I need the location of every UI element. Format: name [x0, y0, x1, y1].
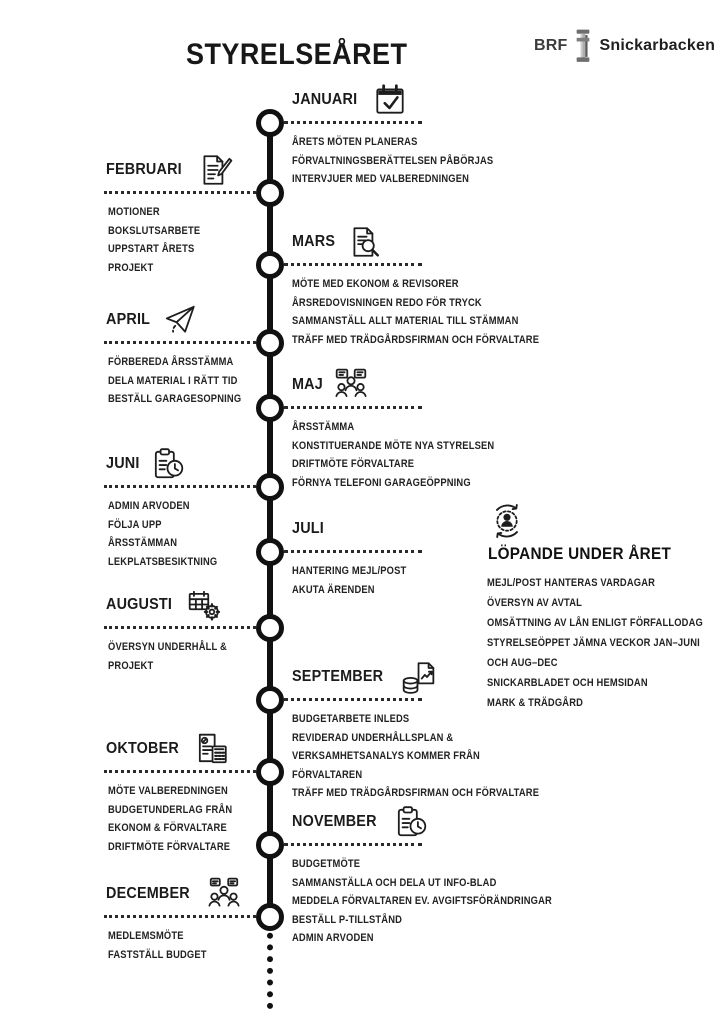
activity-item: FÖLJA UPP	[108, 518, 162, 531]
month-row-juni	[106, 445, 186, 483]
month-row-februari	[106, 151, 233, 189]
clamp-icon	[573, 28, 593, 64]
activity-item: FÖRVALTAREN	[292, 768, 363, 781]
month-label-maj: MAJ	[292, 376, 323, 393]
paper-plane-icon	[162, 302, 198, 338]
month-row-december	[106, 875, 242, 913]
leader-line-januari	[284, 121, 422, 124]
activity-item: TRÄFF MED TRÄDGÅRDSFIRMAN OCH FÖRVALTARE	[292, 787, 540, 799]
ongoing-section	[487, 501, 724, 713]
document-pen-icon	[197, 152, 233, 188]
ongoing-item: STYRELSEÖPPET JÄMNA VECKOR JAN–JUNI	[487, 637, 700, 649]
activity-item: VERKSAMHETSANALYS KOMMER FRÅN	[292, 750, 480, 762]
activity-item: EKONOM & FÖRVALTARE	[108, 822, 227, 834]
timeline-node-juli	[256, 538, 284, 566]
activity-item: TRÄFF MED TRÄDGÅRDSFIRMAN OCH FÖRVALTARE	[292, 333, 540, 346]
activity-item: INTERVJUER MED VALBEREDNINGEN	[292, 173, 470, 185]
ongoing-item: ÖVERSYN AV AVTAL	[487, 597, 583, 609]
month-label-april: APRIL	[106, 311, 151, 328]
timeline-node-december	[256, 903, 284, 931]
activity-item: MOTIONER	[108, 206, 160, 218]
activity-item: SAMMANSTÄLLA OCH DELA UT INFO-BLAD	[292, 876, 497, 889]
activity-item: UPPSTART ÅRETS	[108, 243, 195, 255]
activity-item: DRIFTMÖTE FÖRVALTARE	[292, 458, 415, 470]
activity-item: ÅRSREDOVISNINGEN REDO FÖR TRYCK	[292, 296, 482, 309]
activity-item: ÅRSSTÄMMAN	[108, 537, 178, 549]
timeline-node-augusti	[256, 614, 284, 642]
activities-januari	[292, 133, 529, 189]
month-row-mars	[292, 223, 383, 261]
leader-line-juni	[104, 485, 256, 488]
activity-item: BESTÄLL P-TILLSTÅND	[292, 913, 403, 926]
people-group-icon	[206, 876, 242, 912]
activity-item: ÖVERSYN UNDERHÅLL &	[108, 641, 227, 653]
month-label-september: SEPTEMBER	[292, 668, 384, 685]
leader-line-augusti	[104, 626, 256, 629]
activity-item: AKUTA ÄRENDEN	[292, 583, 375, 596]
leader-line-mars	[284, 263, 422, 266]
document-magnifier-icon	[347, 224, 383, 260]
page-title: STYRELSEÅRET	[186, 38, 408, 71]
month-label-november: NOVEMBER	[292, 813, 377, 830]
activity-item: MEDDELA FÖRVALTAREN EV. AVGIFTSFÖRÄNDRINGAR	[292, 895, 552, 907]
timeline-node-april	[256, 329, 284, 357]
activity-item: LEKPLATSBESIKTNING	[108, 555, 218, 568]
activities-maj	[292, 418, 530, 492]
month-label-oktober: OKTOBER	[106, 740, 180, 757]
leader-line-november	[284, 843, 422, 846]
month-row-augusti	[106, 586, 222, 624]
leader-line-april	[104, 341, 256, 344]
month-label-januari: JANUARI	[292, 91, 358, 108]
month-label-juni: JUNI	[106, 455, 140, 472]
activities-juni	[108, 497, 237, 571]
activity-item: HANTERING MEJL/POST	[292, 565, 407, 577]
ongoing-item: OMSÄTTNING AV LÅN ENLIGT FÖRFALLODAG	[487, 617, 703, 629]
timeline-node-mars	[256, 251, 284, 279]
leader-line-oktober	[104, 770, 256, 773]
activities-december	[108, 927, 224, 964]
activities-augusti	[108, 638, 248, 675]
activity-item: ÅRSSTÄMMA	[292, 421, 355, 433]
timeline-node-maj	[256, 394, 284, 422]
activity-item: PROJEKT	[108, 659, 154, 672]
activities-oktober	[108, 782, 254, 856]
invoice-calculator-icon	[194, 731, 230, 767]
timeline-tail-dotted	[267, 921, 273, 1009]
activities-juli	[292, 562, 427, 599]
people-chat-icon	[333, 367, 369, 403]
activity-item: ADMIN ARVODEN	[292, 932, 374, 944]
month-row-januari	[292, 81, 408, 119]
activity-item: MEDLEMSMÖTE	[108, 930, 184, 942]
leader-line-februari	[104, 191, 256, 194]
month-label-februari: FEBRUARI	[106, 161, 182, 178]
timeline-node-juni	[256, 473, 284, 501]
ongoing-item: MARK & TRÄDGÅRD	[487, 697, 584, 709]
timeline-node-januari	[256, 109, 284, 137]
timeline-node-oktober	[256, 758, 284, 786]
person-cycle-icon	[487, 501, 527, 541]
finance-report-icon	[400, 659, 436, 695]
leader-line-maj	[284, 406, 422, 409]
month-label-mars: MARS	[292, 233, 336, 250]
activity-item: MÖTE MED EKONOM & REVISORER	[292, 278, 459, 290]
activities-februari	[108, 203, 217, 277]
ongoing-item: SNICKARBLADET OCH HEMSIDAN	[487, 677, 648, 689]
month-label-juli: JULI	[292, 520, 324, 537]
ongoing-title: LÖPANDE UNDER ÅRET	[488, 544, 672, 563]
month-row-september	[292, 658, 436, 696]
logo-prefix: BRF	[534, 37, 568, 54]
activities-september	[292, 710, 583, 803]
activity-item: BUDGETUNDERLAG FRÅN	[108, 803, 233, 816]
activity-item: BOKSLUTSARBETE	[108, 224, 201, 237]
activity-item: DRIFTMÖTE FÖRVALTARE	[108, 840, 231, 853]
clipboard-clock-icon	[150, 446, 186, 482]
month-row-november	[292, 803, 429, 841]
activity-item: FÖRVALTNINGSBERÄTTELSEN PÅBÖRJAS	[292, 154, 494, 167]
activities-april	[108, 353, 265, 409]
activity-item: KONSTITUERANDE MÖTE NYA STYRELSEN	[292, 439, 495, 452]
activity-item: FÖRBEREDA ÅRSSTÄMMA	[108, 356, 234, 368]
activities-november	[292, 855, 598, 948]
leader-line-december	[104, 915, 256, 918]
leader-line-september	[284, 698, 422, 701]
clipboard-clock-icon	[393, 804, 429, 840]
month-row-juli	[292, 510, 327, 548]
activity-item: BUDGETARBETE INLEDS	[292, 713, 410, 725]
activity-item: DELA MATERIAL I RÄTT TID	[108, 374, 238, 387]
activity-item: PROJEKT	[108, 261, 154, 274]
activity-item: ADMIN ARVODEN	[108, 500, 190, 512]
month-row-maj	[292, 366, 369, 404]
activity-item: BUDGETMÖTE	[292, 858, 361, 870]
month-row-oktober	[106, 730, 230, 768]
timeline-node-september	[256, 686, 284, 714]
activity-item: MÖTE VALBEREDNINGEN	[108, 785, 228, 797]
timeline-spine	[267, 123, 273, 917]
leader-line-juli	[284, 550, 422, 553]
activity-item: SAMMANSTÄLL ALLT MATERIAL TILL STÄMMAN	[292, 315, 519, 327]
activity-item: REVIDERAD UNDERHÅLLSPLAN &	[292, 731, 454, 744]
activity-item: FÖRNYA TELEFONI GARAGEÖPPNING	[292, 476, 471, 489]
activity-item: FASTSTÄLL BUDGET	[108, 948, 207, 961]
month-label-augusti: AUGUSTI	[106, 596, 173, 613]
month-row-april	[106, 301, 198, 339]
activities-mars	[292, 275, 583, 349]
activity-item: ÅRETS MÖTEN PLANERAS	[292, 136, 418, 148]
timeline-node-november	[256, 831, 284, 859]
logo-name: Snickarbacken	[599, 37, 716, 54]
brf-snickarbacken-logo	[534, 28, 715, 64]
ongoing-item: OCH AUG–DEC	[487, 657, 558, 669]
calendar-gear-icon	[186, 587, 222, 623]
activity-item: BESTÄLL GARAGESOPNING	[108, 393, 242, 405]
calendar-check-icon	[372, 82, 408, 118]
timeline-node-februari	[256, 179, 284, 207]
ongoing-item: MEJL/POST HANTERAS VARDAGAR	[487, 577, 656, 589]
month-label-december: DECEMBER	[106, 885, 190, 902]
